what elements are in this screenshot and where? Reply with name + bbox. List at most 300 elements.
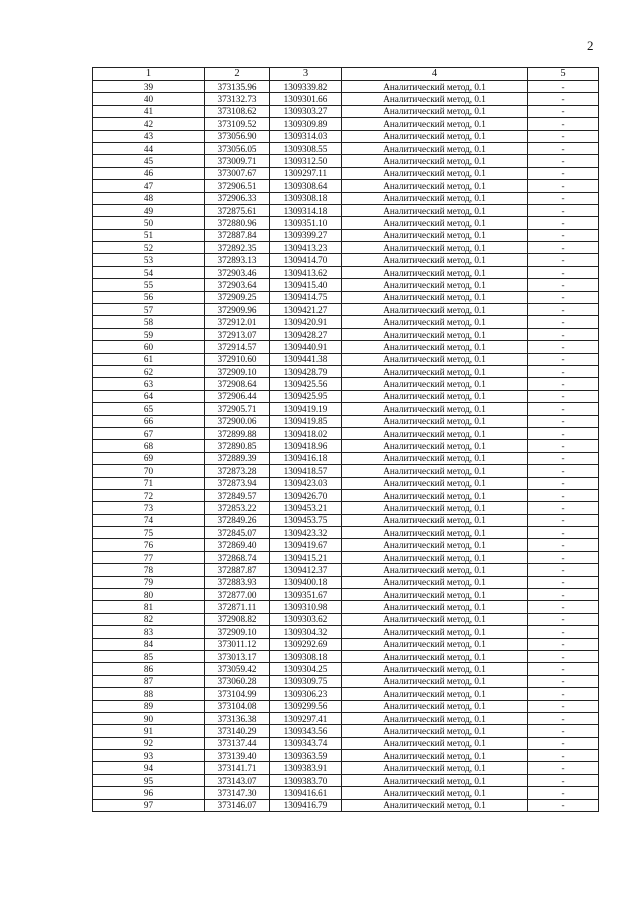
y-coordinate-cell: 1309363.59 bbox=[270, 750, 342, 762]
method-cell: Аналитический метод, 0.1 bbox=[342, 242, 528, 254]
table-row bbox=[93, 613, 599, 625]
point-number-cell: 72 bbox=[93, 489, 205, 501]
point-number-cell: 83 bbox=[93, 626, 205, 638]
value-cell: - bbox=[528, 799, 599, 811]
method-cell: Аналитический метод, 0.1 bbox=[342, 799, 528, 811]
method-cell: Аналитический метод, 0.1 bbox=[342, 341, 528, 353]
table-row bbox=[93, 118, 599, 130]
y-coordinate-cell: 1309297.11 bbox=[270, 167, 342, 179]
table-row bbox=[93, 514, 599, 526]
x-coordinate-cell: 372877.00 bbox=[205, 589, 270, 601]
method-cell: Аналитический метод, 0.1 bbox=[342, 155, 528, 167]
point-number-cell: 68 bbox=[93, 440, 205, 452]
table-row bbox=[93, 130, 599, 142]
point-number-cell: 94 bbox=[93, 762, 205, 774]
x-coordinate-cell: 372909.25 bbox=[205, 291, 270, 303]
method-cell: Аналитический метод, 0.1 bbox=[342, 254, 528, 266]
x-coordinate-cell: 373007.67 bbox=[205, 167, 270, 179]
point-number-cell: 90 bbox=[93, 712, 205, 724]
point-number-cell: 71 bbox=[93, 477, 205, 489]
value-cell: - bbox=[528, 365, 599, 377]
x-coordinate-cell: 372914.57 bbox=[205, 341, 270, 353]
value-cell: - bbox=[528, 576, 599, 588]
point-number-cell: 45 bbox=[93, 155, 205, 167]
x-coordinate-cell: 372909.10 bbox=[205, 365, 270, 377]
table-row bbox=[93, 700, 599, 712]
table-row bbox=[93, 304, 599, 316]
method-cell: Аналитический метод, 0.1 bbox=[342, 204, 528, 216]
value-cell: - bbox=[528, 762, 599, 774]
point-number-cell: 77 bbox=[93, 551, 205, 563]
point-number-cell: 93 bbox=[93, 750, 205, 762]
value-cell: - bbox=[528, 254, 599, 266]
y-coordinate-cell: 1309312.50 bbox=[270, 155, 342, 167]
point-number-cell: 95 bbox=[93, 774, 205, 786]
y-coordinate-cell: 1309303.62 bbox=[270, 613, 342, 625]
x-coordinate-cell: 373140.29 bbox=[205, 725, 270, 737]
table-row bbox=[93, 502, 599, 514]
value-cell: - bbox=[528, 279, 599, 291]
table-row bbox=[93, 638, 599, 650]
value-cell: - bbox=[528, 93, 599, 105]
y-coordinate-cell: 1309414.75 bbox=[270, 291, 342, 303]
point-number-cell: 64 bbox=[93, 390, 205, 402]
point-number-cell: 55 bbox=[93, 279, 205, 291]
x-coordinate-cell: 372853.22 bbox=[205, 502, 270, 514]
table-row bbox=[93, 81, 599, 93]
y-coordinate-cell: 1309441.38 bbox=[270, 353, 342, 365]
x-coordinate-cell: 372903.64 bbox=[205, 279, 270, 291]
x-coordinate-cell: 372908.82 bbox=[205, 613, 270, 625]
method-cell: Аналитический метод, 0.1 bbox=[342, 142, 528, 154]
method-cell: Аналитический метод, 0.1 bbox=[342, 217, 528, 229]
method-cell: Аналитический метод, 0.1 bbox=[342, 663, 528, 675]
point-number-cell: 74 bbox=[93, 514, 205, 526]
point-number-cell: 84 bbox=[93, 638, 205, 650]
value-cell: - bbox=[528, 316, 599, 328]
y-coordinate-cell: 1309351.67 bbox=[270, 589, 342, 601]
x-coordinate-cell: 372910.60 bbox=[205, 353, 270, 365]
x-coordinate-cell: 373135.96 bbox=[205, 81, 270, 93]
table-row bbox=[93, 341, 599, 353]
point-number-cell: 48 bbox=[93, 192, 205, 204]
table-row bbox=[93, 328, 599, 340]
point-number-cell: 66 bbox=[93, 415, 205, 427]
value-cell: - bbox=[528, 613, 599, 625]
point-number-cell: 63 bbox=[93, 378, 205, 390]
y-coordinate-cell: 1309351.10 bbox=[270, 217, 342, 229]
x-coordinate-cell: 373104.99 bbox=[205, 688, 270, 700]
x-coordinate-cell: 372912.01 bbox=[205, 316, 270, 328]
y-coordinate-cell: 1309292.69 bbox=[270, 638, 342, 650]
table-row bbox=[93, 762, 599, 774]
value-cell: - bbox=[528, 105, 599, 117]
value-cell: - bbox=[528, 737, 599, 749]
value-cell: - bbox=[528, 353, 599, 365]
y-coordinate-cell: 1309308.55 bbox=[270, 142, 342, 154]
value-cell: - bbox=[528, 229, 599, 241]
x-coordinate-cell: 372849.57 bbox=[205, 489, 270, 501]
y-coordinate-cell: 1309299.56 bbox=[270, 700, 342, 712]
value-cell: - bbox=[528, 589, 599, 601]
value-cell: - bbox=[528, 675, 599, 687]
point-number-cell: 57 bbox=[93, 304, 205, 316]
method-cell: Аналитический метод, 0.1 bbox=[342, 551, 528, 563]
x-coordinate-cell: 372868.74 bbox=[205, 551, 270, 563]
x-coordinate-cell: 373013.17 bbox=[205, 650, 270, 662]
method-cell: Аналитический метод, 0.1 bbox=[342, 229, 528, 241]
point-number-cell: 85 bbox=[93, 650, 205, 662]
table-row bbox=[93, 725, 599, 737]
method-cell: Аналитический метод, 0.1 bbox=[342, 712, 528, 724]
table-row bbox=[93, 452, 599, 464]
y-coordinate-cell: 1309314.18 bbox=[270, 204, 342, 216]
y-coordinate-cell: 1309423.32 bbox=[270, 527, 342, 539]
y-coordinate-cell: 1309383.91 bbox=[270, 762, 342, 774]
column-header-5: 5 bbox=[528, 68, 599, 81]
table-header-row bbox=[93, 68, 599, 81]
value-cell: - bbox=[528, 725, 599, 737]
column-header-1: 1 bbox=[93, 68, 205, 81]
table-row bbox=[93, 316, 599, 328]
y-coordinate-cell: 1309310.98 bbox=[270, 601, 342, 613]
table-row bbox=[93, 465, 599, 477]
y-coordinate-cell: 1309399.27 bbox=[270, 229, 342, 241]
x-coordinate-cell: 372869.40 bbox=[205, 539, 270, 551]
x-coordinate-cell: 373109.52 bbox=[205, 118, 270, 130]
method-cell: Аналитический метод, 0.1 bbox=[342, 502, 528, 514]
table-row bbox=[93, 539, 599, 551]
y-coordinate-cell: 1309426.70 bbox=[270, 489, 342, 501]
table-row bbox=[93, 204, 599, 216]
x-coordinate-cell: 372906.44 bbox=[205, 390, 270, 402]
method-cell: Аналитический метод, 0.1 bbox=[342, 452, 528, 464]
x-coordinate-cell: 373147.30 bbox=[205, 787, 270, 799]
y-coordinate-cell: 1309420.91 bbox=[270, 316, 342, 328]
x-coordinate-cell: 372892.35 bbox=[205, 242, 270, 254]
value-cell: - bbox=[528, 774, 599, 786]
value-cell: - bbox=[528, 638, 599, 650]
method-cell: Аналитический метод, 0.1 bbox=[342, 291, 528, 303]
x-coordinate-cell: 373136.38 bbox=[205, 712, 270, 724]
x-coordinate-cell: 372906.33 bbox=[205, 192, 270, 204]
y-coordinate-cell: 1309423.03 bbox=[270, 477, 342, 489]
x-coordinate-cell: 373104.08 bbox=[205, 700, 270, 712]
method-cell: Аналитический метод, 0.1 bbox=[342, 279, 528, 291]
y-coordinate-cell: 1309425.95 bbox=[270, 390, 342, 402]
method-cell: Аналитический метод, 0.1 bbox=[342, 750, 528, 762]
value-cell: - bbox=[528, 787, 599, 799]
table-row bbox=[93, 378, 599, 390]
table-row bbox=[93, 353, 599, 365]
table-row bbox=[93, 180, 599, 192]
x-coordinate-cell: 372909.96 bbox=[205, 304, 270, 316]
table-row bbox=[93, 427, 599, 439]
value-cell: - bbox=[528, 341, 599, 353]
value-cell: - bbox=[528, 155, 599, 167]
table-row bbox=[93, 242, 599, 254]
x-coordinate-cell: 372887.84 bbox=[205, 229, 270, 241]
method-cell: Аналитический метод, 0.1 bbox=[342, 105, 528, 117]
point-number-cell: 75 bbox=[93, 527, 205, 539]
method-cell: Аналитический метод, 0.1 bbox=[342, 266, 528, 278]
point-number-cell: 82 bbox=[93, 613, 205, 625]
point-number-cell: 70 bbox=[93, 465, 205, 477]
point-number-cell: 69 bbox=[93, 452, 205, 464]
x-coordinate-cell: 372906.51 bbox=[205, 180, 270, 192]
point-number-cell: 49 bbox=[93, 204, 205, 216]
table-row bbox=[93, 291, 599, 303]
x-coordinate-cell: 372905.71 bbox=[205, 403, 270, 415]
method-cell: Аналитический метод, 0.1 bbox=[342, 675, 528, 687]
y-coordinate-cell: 1309440.91 bbox=[270, 341, 342, 353]
y-coordinate-cell: 1309419.85 bbox=[270, 415, 342, 427]
point-number-cell: 60 bbox=[93, 341, 205, 353]
x-coordinate-cell: 372903.46 bbox=[205, 266, 270, 278]
y-coordinate-cell: 1309428.27 bbox=[270, 328, 342, 340]
table-row bbox=[93, 440, 599, 452]
table-row bbox=[93, 688, 599, 700]
point-number-cell: 52 bbox=[93, 242, 205, 254]
value-cell: - bbox=[528, 688, 599, 700]
value-cell: - bbox=[528, 551, 599, 563]
method-cell: Аналитический метод, 0.1 bbox=[342, 390, 528, 402]
table-row bbox=[93, 576, 599, 588]
value-cell: - bbox=[528, 601, 599, 613]
point-number-cell: 59 bbox=[93, 328, 205, 340]
method-cell: Аналитический метод, 0.1 bbox=[342, 527, 528, 539]
point-number-cell: 43 bbox=[93, 130, 205, 142]
table-row bbox=[93, 142, 599, 154]
table-row bbox=[93, 750, 599, 762]
point-number-cell: 56 bbox=[93, 291, 205, 303]
value-cell: - bbox=[528, 390, 599, 402]
value-cell: - bbox=[528, 427, 599, 439]
point-number-cell: 89 bbox=[93, 700, 205, 712]
table-row bbox=[93, 415, 599, 427]
x-coordinate-cell: 373009.71 bbox=[205, 155, 270, 167]
y-coordinate-cell: 1309412.37 bbox=[270, 564, 342, 576]
point-number-cell: 42 bbox=[93, 118, 205, 130]
y-coordinate-cell: 1309343.74 bbox=[270, 737, 342, 749]
value-cell: - bbox=[528, 452, 599, 464]
point-number-cell: 86 bbox=[93, 663, 205, 675]
x-coordinate-cell: 373056.05 bbox=[205, 142, 270, 154]
point-number-cell: 44 bbox=[93, 142, 205, 154]
y-coordinate-cell: 1309428.79 bbox=[270, 365, 342, 377]
method-cell: Аналитический метод, 0.1 bbox=[342, 601, 528, 613]
x-coordinate-cell: 372845.07 bbox=[205, 527, 270, 539]
x-coordinate-cell: 372871.11 bbox=[205, 601, 270, 613]
y-coordinate-cell: 1309297.41 bbox=[270, 712, 342, 724]
x-coordinate-cell: 372873.28 bbox=[205, 465, 270, 477]
method-cell: Аналитический метод, 0.1 bbox=[342, 465, 528, 477]
x-coordinate-cell: 372873.94 bbox=[205, 477, 270, 489]
point-number-cell: 96 bbox=[93, 787, 205, 799]
y-coordinate-cell: 1309308.18 bbox=[270, 650, 342, 662]
x-coordinate-cell: 372880.96 bbox=[205, 217, 270, 229]
method-cell: Аналитический метод, 0.1 bbox=[342, 365, 528, 377]
x-coordinate-cell: 373141.71 bbox=[205, 762, 270, 774]
point-number-cell: 61 bbox=[93, 353, 205, 365]
method-cell: Аналитический метод, 0.1 bbox=[342, 762, 528, 774]
table-row bbox=[93, 589, 599, 601]
point-number-cell: 80 bbox=[93, 589, 205, 601]
value-cell: - bbox=[528, 415, 599, 427]
value-cell: - bbox=[528, 242, 599, 254]
value-cell: - bbox=[528, 700, 599, 712]
point-number-cell: 54 bbox=[93, 266, 205, 278]
method-cell: Аналитический метод, 0.1 bbox=[342, 725, 528, 737]
method-cell: Аналитический метод, 0.1 bbox=[342, 514, 528, 526]
table-row bbox=[93, 477, 599, 489]
method-cell: Аналитический метод, 0.1 bbox=[342, 489, 528, 501]
value-cell: - bbox=[528, 81, 599, 93]
x-coordinate-cell: 372887.87 bbox=[205, 564, 270, 576]
y-coordinate-cell: 1309306.23 bbox=[270, 688, 342, 700]
value-cell: - bbox=[528, 650, 599, 662]
x-coordinate-cell: 372875.61 bbox=[205, 204, 270, 216]
x-coordinate-cell: 372849.26 bbox=[205, 514, 270, 526]
point-number-cell: 58 bbox=[93, 316, 205, 328]
point-number-cell: 79 bbox=[93, 576, 205, 588]
value-cell: - bbox=[528, 167, 599, 179]
table-row bbox=[93, 601, 599, 613]
table-row bbox=[93, 564, 599, 576]
method-cell: Аналитический метод, 0.1 bbox=[342, 427, 528, 439]
table-row bbox=[93, 403, 599, 415]
table-row bbox=[93, 787, 599, 799]
y-coordinate-cell: 1309416.18 bbox=[270, 452, 342, 464]
point-number-cell: 78 bbox=[93, 564, 205, 576]
point-number-cell: 47 bbox=[93, 180, 205, 192]
method-cell: Аналитический метод, 0.1 bbox=[342, 787, 528, 799]
y-coordinate-cell: 1309304.32 bbox=[270, 626, 342, 638]
value-cell: - bbox=[528, 440, 599, 452]
value-cell: - bbox=[528, 502, 599, 514]
value-cell: - bbox=[528, 192, 599, 204]
value-cell: - bbox=[528, 118, 599, 130]
y-coordinate-cell: 1309383.70 bbox=[270, 774, 342, 786]
y-coordinate-cell: 1309453.21 bbox=[270, 502, 342, 514]
y-coordinate-cell: 1309343.56 bbox=[270, 725, 342, 737]
point-number-cell: 92 bbox=[93, 737, 205, 749]
method-cell: Аналитический метод, 0.1 bbox=[342, 167, 528, 179]
value-cell: - bbox=[528, 626, 599, 638]
x-coordinate-cell: 372889.39 bbox=[205, 452, 270, 464]
y-coordinate-cell: 1309309.89 bbox=[270, 118, 342, 130]
value-cell: - bbox=[528, 712, 599, 724]
value-cell: - bbox=[528, 180, 599, 192]
method-cell: Аналитический метод, 0.1 bbox=[342, 81, 528, 93]
table-row bbox=[93, 390, 599, 402]
table-row bbox=[93, 266, 599, 278]
value-cell: - bbox=[528, 663, 599, 675]
table-row bbox=[93, 774, 599, 786]
point-number-cell: 76 bbox=[93, 539, 205, 551]
table-row bbox=[93, 155, 599, 167]
method-cell: Аналитический метод, 0.1 bbox=[342, 93, 528, 105]
value-cell: - bbox=[528, 204, 599, 216]
point-number-cell: 62 bbox=[93, 365, 205, 377]
coordinates-table bbox=[92, 67, 599, 812]
method-cell: Аналитический метод, 0.1 bbox=[342, 613, 528, 625]
x-coordinate-cell: 373060.28 bbox=[205, 675, 270, 687]
point-number-cell: 87 bbox=[93, 675, 205, 687]
y-coordinate-cell: 1309308.18 bbox=[270, 192, 342, 204]
table-row bbox=[93, 663, 599, 675]
x-coordinate-cell: 373059.42 bbox=[205, 663, 270, 675]
x-coordinate-cell: 372893.13 bbox=[205, 254, 270, 266]
x-coordinate-cell: 372908.64 bbox=[205, 378, 270, 390]
value-cell: - bbox=[528, 564, 599, 576]
method-cell: Аналитический метод, 0.1 bbox=[342, 378, 528, 390]
y-coordinate-cell: 1309418.57 bbox=[270, 465, 342, 477]
method-cell: Аналитический метод, 0.1 bbox=[342, 316, 528, 328]
table-row bbox=[93, 626, 599, 638]
y-coordinate-cell: 1309416.61 bbox=[270, 787, 342, 799]
x-coordinate-cell: 372899.88 bbox=[205, 427, 270, 439]
value-cell: - bbox=[528, 465, 599, 477]
table-row bbox=[93, 737, 599, 749]
y-coordinate-cell: 1309339.82 bbox=[270, 81, 342, 93]
point-number-cell: 41 bbox=[93, 105, 205, 117]
method-cell: Аналитический метод, 0.1 bbox=[342, 180, 528, 192]
x-coordinate-cell: 373108.62 bbox=[205, 105, 270, 117]
table-row bbox=[93, 93, 599, 105]
point-number-cell: 39 bbox=[93, 81, 205, 93]
x-coordinate-cell: 373143.07 bbox=[205, 774, 270, 786]
y-coordinate-cell: 1309314.03 bbox=[270, 130, 342, 142]
method-cell: Аналитический метод, 0.1 bbox=[342, 192, 528, 204]
y-coordinate-cell: 1309400.18 bbox=[270, 576, 342, 588]
method-cell: Аналитический метод, 0.1 bbox=[342, 576, 528, 588]
column-header-2: 2 bbox=[205, 68, 270, 81]
column-header-3: 3 bbox=[270, 68, 342, 81]
method-cell: Аналитический метод, 0.1 bbox=[342, 403, 528, 415]
method-cell: Аналитический метод, 0.1 bbox=[342, 564, 528, 576]
point-number-cell: 81 bbox=[93, 601, 205, 613]
table-row bbox=[93, 167, 599, 179]
method-cell: Аналитический метод, 0.1 bbox=[342, 539, 528, 551]
y-coordinate-cell: 1309418.02 bbox=[270, 427, 342, 439]
method-cell: Аналитический метод, 0.1 bbox=[342, 415, 528, 427]
x-coordinate-cell: 373137.44 bbox=[205, 737, 270, 749]
method-cell: Аналитический метод, 0.1 bbox=[342, 304, 528, 316]
table-row bbox=[93, 217, 599, 229]
y-coordinate-cell: 1309301.66 bbox=[270, 93, 342, 105]
method-cell: Аналитический метод, 0.1 bbox=[342, 118, 528, 130]
y-coordinate-cell: 1309421.27 bbox=[270, 304, 342, 316]
table-row bbox=[93, 712, 599, 724]
table-row bbox=[93, 799, 599, 811]
y-coordinate-cell: 1309419.67 bbox=[270, 539, 342, 551]
y-coordinate-cell: 1309415.21 bbox=[270, 551, 342, 563]
table-row bbox=[93, 279, 599, 291]
value-cell: - bbox=[528, 514, 599, 526]
y-coordinate-cell: 1309413.62 bbox=[270, 266, 342, 278]
value-cell: - bbox=[528, 291, 599, 303]
point-number-cell: 53 bbox=[93, 254, 205, 266]
table-row bbox=[93, 650, 599, 662]
point-number-cell: 67 bbox=[93, 427, 205, 439]
method-cell: Аналитический метод, 0.1 bbox=[342, 650, 528, 662]
y-coordinate-cell: 1309418.96 bbox=[270, 440, 342, 452]
point-number-cell: 46 bbox=[93, 167, 205, 179]
method-cell: Аналитический метод, 0.1 bbox=[342, 440, 528, 452]
y-coordinate-cell: 1309425.56 bbox=[270, 378, 342, 390]
x-coordinate-cell: 372913.07 bbox=[205, 328, 270, 340]
